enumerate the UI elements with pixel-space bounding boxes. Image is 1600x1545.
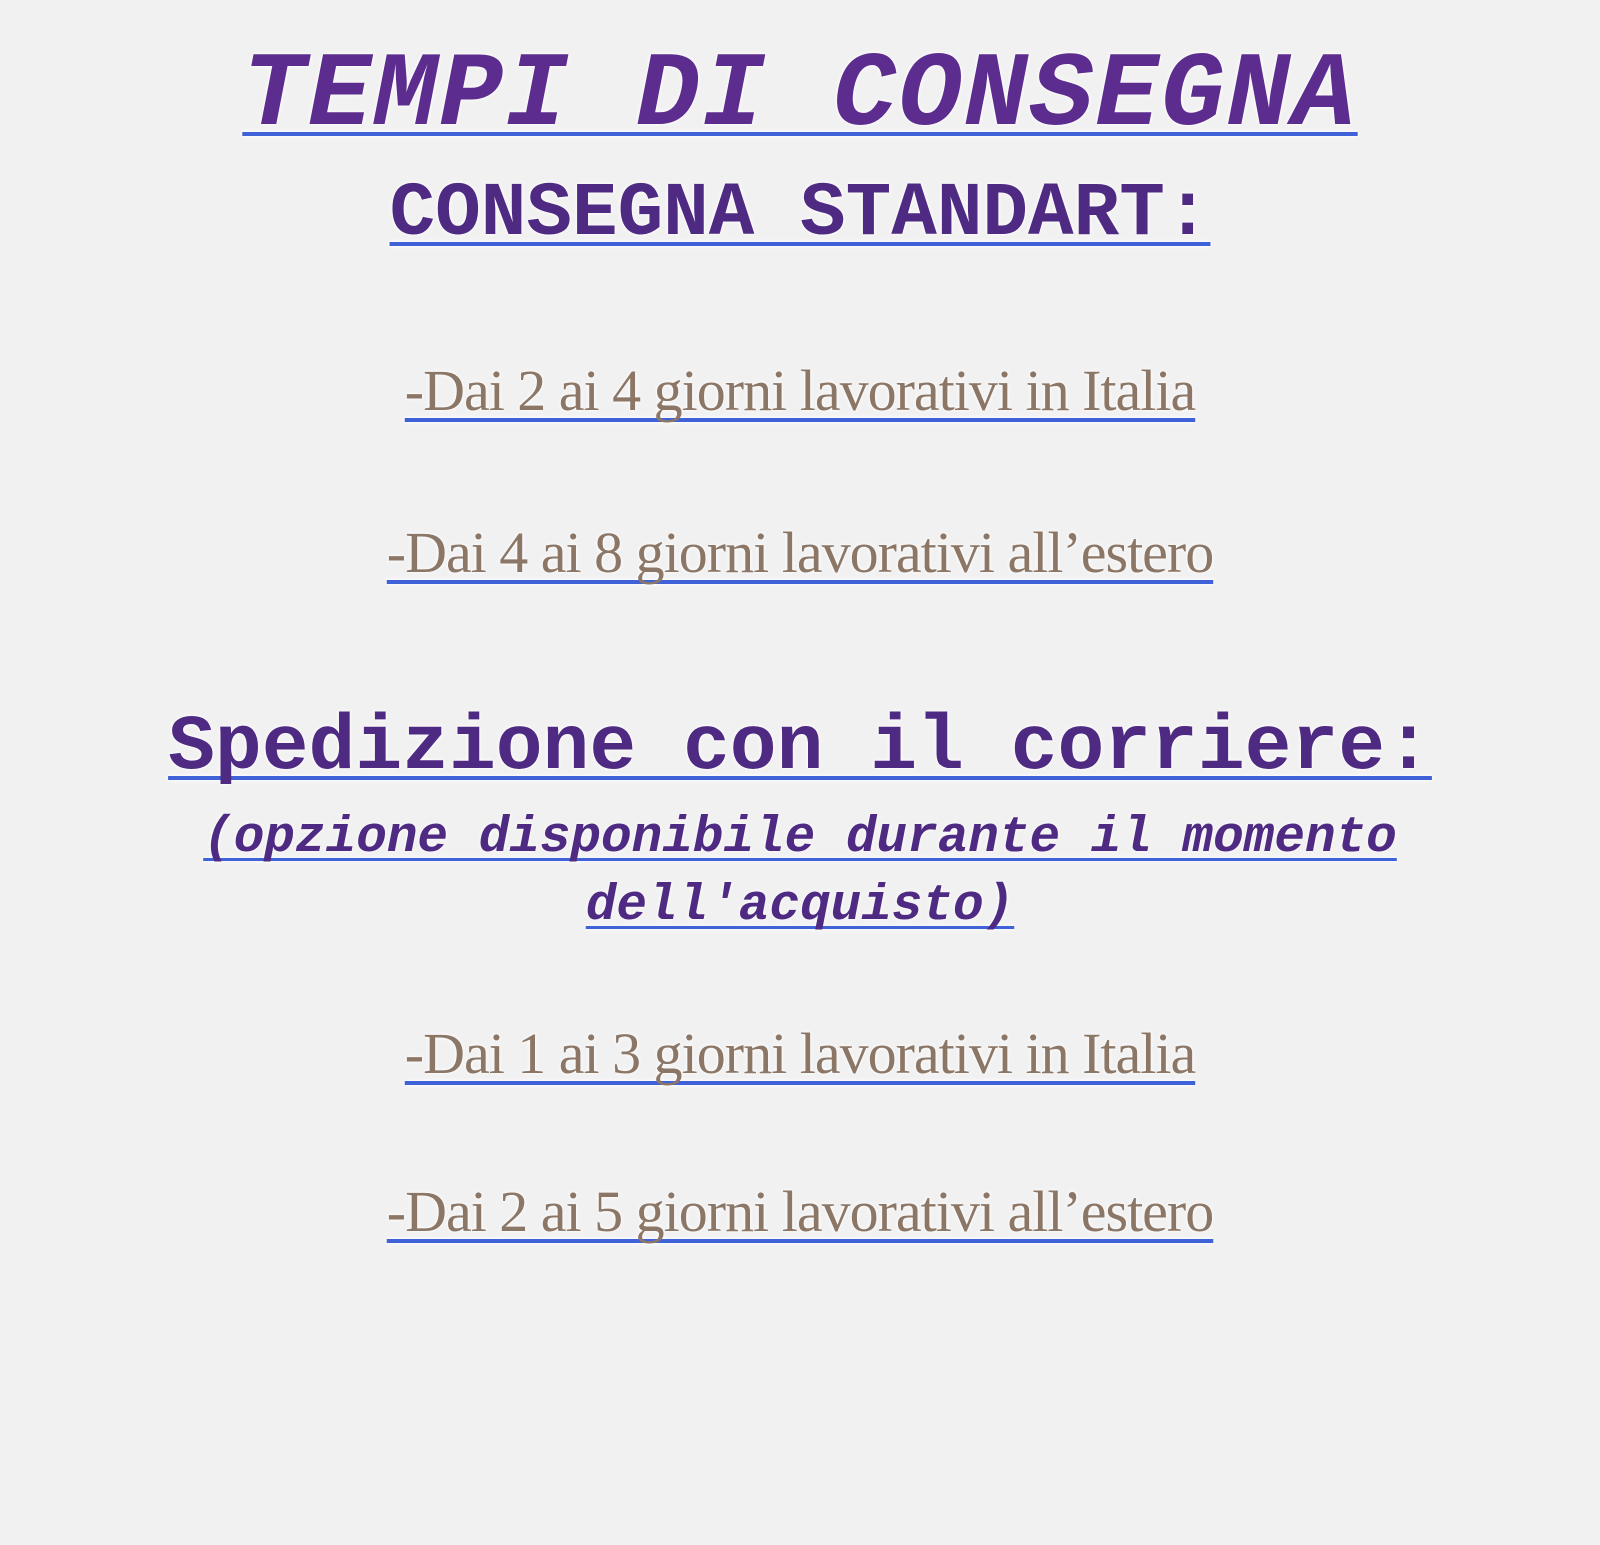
standard-delivery-item-abroad-text: -Dai 4 ai 8 giorni lavorativi all’estero (386, 520, 1214, 586)
standard-delivery-heading (0, 171, 1600, 258)
courier-shipping-item-abroad (0, 1176, 1600, 1249)
courier-shipping-item-abroad-text: -Dai 2 ai 5 giorni lavorativi all’estero (386, 1179, 1214, 1245)
standard-delivery-item-italy (0, 355, 1600, 428)
standard-delivery-item-italy-text: -Dai 2 ai 4 giorni lavorativi in Italia (404, 357, 1196, 423)
courier-shipping-note-line2: dell'acquisto) (585, 877, 1015, 935)
courier-shipping-note-line1: (opzione disponibile durante il momento (203, 810, 1397, 868)
courier-shipping-item-italy (0, 1018, 1600, 1091)
courier-shipping-item-italy-text: -Dai 1 ai 3 giorni lavorativi in Italia (404, 1020, 1196, 1086)
courier-shipping-note (0, 805, 1600, 940)
standard-delivery-heading-text: CONSEGNA STANDART: (389, 171, 1211, 258)
page-title-text: TEMPI DI CONSEGNA (242, 36, 1358, 156)
courier-shipping-heading-text: Spedizione con il corriere: (168, 703, 1432, 792)
standard-delivery-item-abroad (0, 517, 1600, 590)
page-title (0, 32, 1600, 161)
courier-shipping-heading (0, 702, 1600, 796)
